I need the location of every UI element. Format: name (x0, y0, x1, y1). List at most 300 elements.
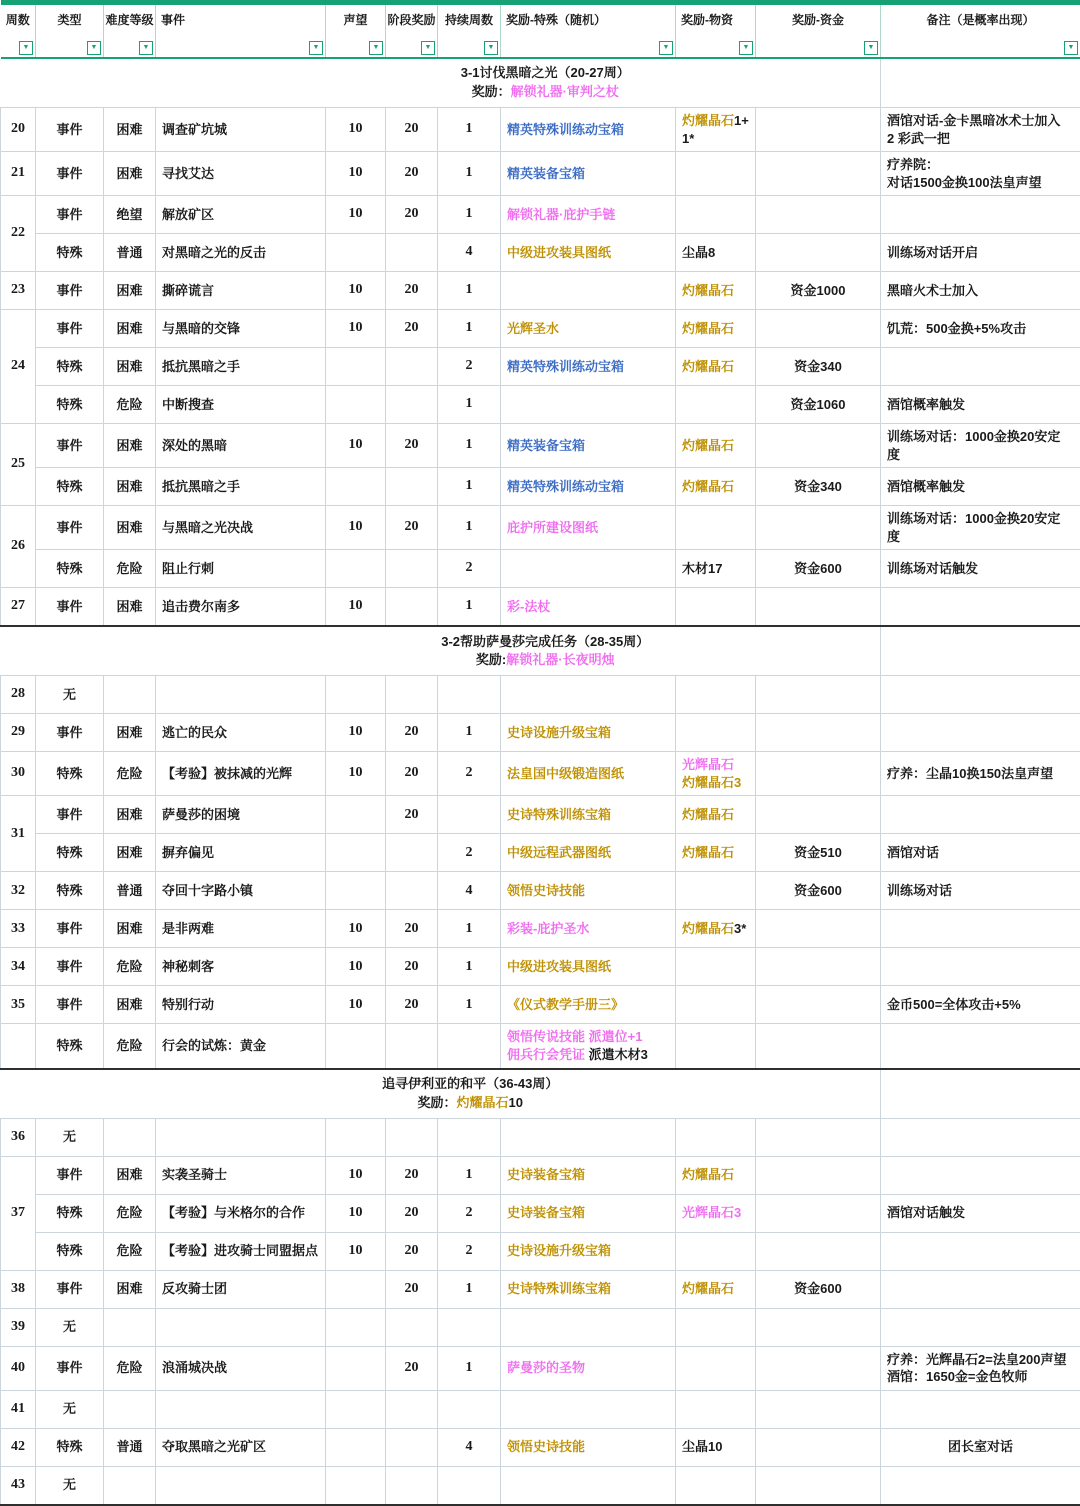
column-header-difficulty: 难度等级 ▼ (104, 3, 156, 59)
filter-dropdown-reward-special[interactable]: ▼ (659, 41, 673, 55)
cell-reward-funds (756, 1390, 881, 1428)
table-row (1, 752, 1080, 796)
cell-type: 事件 (36, 588, 104, 627)
table-row (1, 108, 1080, 152)
cell-event: 反攻骑士团 (156, 1270, 326, 1308)
cell-duration: 1 (438, 1346, 501, 1390)
cell-type: 事件 (36, 986, 104, 1024)
cell-type: 事件 (36, 1156, 104, 1194)
cell-reputation: 10 (326, 310, 386, 348)
cell-type: 特殊 (36, 1428, 104, 1466)
cell-week: 38 (1, 1270, 36, 1308)
cell-reputation: 10 (326, 108, 386, 152)
cell-duration: 1 (438, 588, 501, 627)
cell-difficulty: 困难 (104, 1270, 156, 1308)
cell-reward-goods (676, 1346, 756, 1390)
cell-notes: 酒馆对话 (881, 834, 1080, 872)
cell-duration (438, 796, 501, 834)
cell-week: 20 (1, 108, 36, 152)
cell-week: 28 (1, 676, 36, 714)
cell-reward-special: 萨曼莎的圣物 (501, 1346, 676, 1390)
cell-type: 事件 (36, 424, 104, 468)
table-row (1, 1156, 1080, 1194)
cell-stage-reward (386, 588, 438, 627)
cell-reputation: 10 (326, 948, 386, 986)
cell-reward-goods (676, 1024, 756, 1069)
cell-week: 29 (1, 714, 36, 752)
cell-reward-funds (756, 108, 881, 152)
cell-duration (438, 1024, 501, 1069)
cell-notes: 酒馆对话触发 (881, 1194, 1080, 1232)
cell-notes (881, 948, 1080, 986)
cell-stage-reward: 20 (386, 986, 438, 1024)
cell-event: 中断搜查 (156, 386, 326, 424)
cell-notes (881, 1466, 1080, 1505)
cell-reward-special (501, 272, 676, 310)
filter-dropdown-type[interactable]: ▼ (87, 41, 101, 55)
cell-notes: 黑暗火术士加入 (881, 272, 1080, 310)
cell-week: 34 (1, 948, 36, 986)
cell-reward-special: 中级进攻装具图纸 (501, 234, 676, 272)
cell-reward-goods (676, 872, 756, 910)
cell-stage-reward: 20 (386, 1270, 438, 1308)
cell-reward-funds (756, 1466, 881, 1505)
cell-notes: 酒馆概率触发 (881, 468, 1080, 506)
cell-reward-goods: 灼耀晶石3* (676, 910, 756, 948)
cell-reputation: 10 (326, 1232, 386, 1270)
cell-reward-goods: 灼耀晶石 (676, 310, 756, 348)
cell-notes: 酒馆概率触发 (881, 386, 1080, 424)
cell-event: 抵抗黑暗之手 (156, 468, 326, 506)
cell-duration: 1 (438, 910, 501, 948)
cell-stage-reward: 20 (386, 272, 438, 310)
cell-reward-funds: 资金510 (756, 834, 881, 872)
cell-notes: 训练场对话：1000金换20安定 度 (881, 424, 1080, 468)
cell-reward-funds (756, 588, 881, 627)
cell-reputation (326, 1428, 386, 1466)
cell-duration: 2 (438, 550, 501, 588)
cell-reward-funds: 资金1060 (756, 386, 881, 424)
cell-reward-goods (676, 1390, 756, 1428)
table-row (1, 834, 1080, 872)
filter-dropdown-difficulty[interactable]: ▼ (139, 41, 153, 55)
cell-reward-funds: 资金600 (756, 872, 881, 910)
cell-reward-goods (676, 1118, 756, 1156)
cell-notes: 酒馆对话-金卡黑暗冰术士加入 2 彩武一把 (881, 108, 1080, 152)
cell-reward-goods (676, 588, 756, 627)
cell-difficulty (104, 1390, 156, 1428)
cell-type: 事件 (36, 1270, 104, 1308)
cell-duration: 1 (438, 1270, 501, 1308)
cell-type: 无 (36, 1308, 104, 1346)
cell-stage-reward (386, 1308, 438, 1346)
cell-type: 特殊 (36, 468, 104, 506)
cell-difficulty: 困难 (104, 152, 156, 196)
cell-notes: 饥荒：500金换+5%攻击 (881, 310, 1080, 348)
cell-notes (881, 910, 1080, 948)
cell-week: 31 (1, 796, 36, 872)
cell-reputation: 10 (326, 272, 386, 310)
cell-week: 22 (1, 196, 36, 272)
cell-reputation: 10 (326, 424, 386, 468)
cell-duration: 2 (438, 1194, 501, 1232)
table-row (1, 152, 1080, 196)
cell-reward-special: 史诗设施升级宝箱 (501, 714, 676, 752)
cell-reputation (326, 468, 386, 506)
cell-notes: 训练场对话 (881, 872, 1080, 910)
filter-dropdown-week[interactable]: ▼ (19, 41, 33, 55)
cell-stage-reward (386, 1118, 438, 1156)
cell-notes (881, 1232, 1080, 1270)
cell-notes: 疗养：光辉晶石2=法皇200声望 酒馆：1650金=金色牧师 (881, 1346, 1080, 1390)
cell-notes (881, 1390, 1080, 1428)
cell-difficulty: 危险 (104, 1024, 156, 1069)
table-row (1, 468, 1080, 506)
cell-reward-goods: 灼耀晶石 (676, 1156, 756, 1194)
column-header-week: 周数 ▼ (1, 3, 36, 59)
cell-event: 调查矿坑城 (156, 108, 326, 152)
cell-reputation (326, 348, 386, 386)
cell-duration: 2 (438, 348, 501, 386)
cell-difficulty: 困难 (104, 714, 156, 752)
table-row (1, 272, 1080, 310)
cell-week: 32 (1, 872, 36, 910)
cell-duration: 1 (438, 1156, 501, 1194)
filter-dropdown-reputation[interactable]: ▼ (369, 41, 383, 55)
section-notes-cell (881, 1069, 1080, 1119)
cell-type: 特殊 (36, 834, 104, 872)
cell-reputation (326, 676, 386, 714)
cell-week: 24 (1, 310, 36, 424)
cell-stage-reward: 20 (386, 1232, 438, 1270)
cell-type: 事件 (36, 506, 104, 550)
table-row (1, 1118, 1080, 1156)
cell-type: 特殊 (36, 1024, 104, 1069)
cell-reward-special (501, 386, 676, 424)
column-header-stage-reward: 阶段奖励 ▼ (386, 3, 438, 59)
cell-duration (438, 1118, 501, 1156)
cell-reputation (326, 796, 386, 834)
cell-reward-funds (756, 1428, 881, 1466)
cell-reward-special: 精英特殊训练动宝箱 (501, 348, 676, 386)
cell-difficulty: 困难 (104, 108, 156, 152)
cell-reward-goods (676, 152, 756, 196)
cell-difficulty: 困难 (104, 506, 156, 550)
cell-reward-goods: 灼耀晶石 (676, 424, 756, 468)
table-row (1, 234, 1080, 272)
cell-reward-goods (676, 506, 756, 550)
cell-event: 夺取黑暗之光矿区 (156, 1428, 326, 1466)
section-title: 3-1讨伐黑暗之光（20-27周） 奖励：解锁礼器·审判之杖 (110, 64, 982, 102)
cell-difficulty: 困难 (104, 468, 156, 506)
table-row (1, 1270, 1080, 1308)
cell-type: 事件 (36, 108, 104, 152)
cell-stage-reward (386, 676, 438, 714)
cell-reward-goods (676, 1232, 756, 1270)
table-row (1, 986, 1080, 1024)
cell-type: 特殊 (36, 234, 104, 272)
cell-type: 无 (36, 1118, 104, 1156)
column-header-reward-goods: 奖励-物资 ▼ (676, 3, 756, 59)
cell-type: 特殊 (36, 348, 104, 386)
cell-stage-reward (386, 1024, 438, 1069)
table-row (1, 1390, 1080, 1428)
cell-reward-goods: 光辉晶石 灼耀晶石3 (676, 752, 756, 796)
cell-type: 事件 (36, 714, 104, 752)
cell-duration: 1 (438, 310, 501, 348)
cell-notes (881, 1156, 1080, 1194)
cell-event: 【考验】被抹减的光辉 (156, 752, 326, 796)
cell-week (1, 1024, 36, 1069)
cell-reward-goods (676, 386, 756, 424)
cell-event: 【考验】进攻骑士同盟据点 (156, 1232, 326, 1270)
cell-reward-special (501, 1308, 676, 1346)
cell-stage-reward (386, 834, 438, 872)
cell-difficulty: 绝望 (104, 196, 156, 234)
cell-event: 行会的试炼：黄金 (156, 1024, 326, 1069)
cell-week: 23 (1, 272, 36, 310)
cell-event (156, 1466, 326, 1505)
cell-difficulty (104, 1466, 156, 1505)
cell-difficulty: 困难 (104, 348, 156, 386)
cell-difficulty: 危险 (104, 1232, 156, 1270)
cell-duration: 1 (438, 196, 501, 234)
filter-dropdown-reward-funds[interactable]: ▼ (864, 41, 878, 55)
cell-event: 寻找艾达 (156, 152, 326, 196)
cell-stage-reward: 20 (386, 108, 438, 152)
table-row (1, 910, 1080, 948)
table-row (1, 1428, 1080, 1466)
cell-notes (881, 1118, 1080, 1156)
cell-duration: 1 (438, 468, 501, 506)
cell-reward-goods (676, 676, 756, 714)
cell-reputation: 10 (326, 714, 386, 752)
cell-stage-reward (386, 1466, 438, 1505)
cell-type: 特殊 (36, 872, 104, 910)
cell-week: 35 (1, 986, 36, 1024)
cell-duration: 4 (438, 872, 501, 910)
cell-stage-reward: 20 (386, 196, 438, 234)
cell-difficulty: 困难 (104, 310, 156, 348)
cell-type: 事件 (36, 272, 104, 310)
cell-reward-funds (756, 796, 881, 834)
cell-reputation (326, 1466, 386, 1505)
filter-dropdown-stage-reward[interactable]: ▼ (421, 41, 435, 55)
cell-reward-funds: 资金600 (756, 1270, 881, 1308)
cell-reward-special: 精英装备宝箱 (501, 152, 676, 196)
table-row (1, 948, 1080, 986)
table-row (1, 196, 1080, 234)
cell-stage-reward: 20 (386, 948, 438, 986)
cell-reputation (326, 550, 386, 588)
cell-reputation (326, 872, 386, 910)
cell-reputation (326, 234, 386, 272)
cell-reward-special: 精英装备宝箱 (501, 424, 676, 468)
cell-stage-reward (386, 468, 438, 506)
cell-reward-funds (756, 1118, 881, 1156)
cell-reward-funds: 资金1000 (756, 272, 881, 310)
cell-reward-special (501, 1466, 676, 1505)
cell-duration (438, 1308, 501, 1346)
table-row (1, 550, 1080, 588)
cell-reputation (326, 1024, 386, 1069)
cell-duration: 1 (438, 424, 501, 468)
cell-duration: 4 (438, 1428, 501, 1466)
cell-stage-reward: 20 (386, 310, 438, 348)
cell-type: 特殊 (36, 1194, 104, 1232)
cell-type: 无 (36, 676, 104, 714)
cell-type: 事件 (36, 948, 104, 986)
cell-reputation: 10 (326, 986, 386, 1024)
cell-reward-special: 史诗特殊训练宝箱 (501, 796, 676, 834)
cell-week: 25 (1, 424, 36, 506)
cell-reward-goods: 灼耀晶石 (676, 348, 756, 386)
cell-duration (438, 676, 501, 714)
table-row (1, 348, 1080, 386)
cell-reputation: 10 (326, 752, 386, 796)
cell-notes: 训练场对话触发 (881, 550, 1080, 588)
filter-dropdown-reward-goods[interactable]: ▼ (739, 41, 753, 55)
cell-notes (881, 1308, 1080, 1346)
cell-difficulty: 普通 (104, 872, 156, 910)
cell-reward-funds (756, 948, 881, 986)
cell-type: 事件 (36, 196, 104, 234)
cell-reward-special: 中级进攻装具图纸 (501, 948, 676, 986)
cell-reward-funds (756, 676, 881, 714)
cell-event: 对黑暗之光的反击 (156, 234, 326, 272)
cell-duration (438, 1466, 501, 1505)
cell-event (156, 1118, 326, 1156)
column-header-reward-special: 奖励-特殊（随机） ▼ (501, 3, 676, 59)
cell-reputation (326, 1270, 386, 1308)
cell-type: 事件 (36, 910, 104, 948)
cell-event: 解放矿区 (156, 196, 326, 234)
filter-dropdown-notes[interactable]: ▼ (1064, 41, 1078, 55)
table-row (1, 424, 1080, 468)
filter-dropdown-event[interactable]: ▼ (309, 41, 323, 55)
cell-reward-goods: 尘晶10 (676, 1428, 756, 1466)
cell-week: 39 (1, 1308, 36, 1346)
cell-reward-funds: 资金600 (756, 550, 881, 588)
cell-reputation (326, 834, 386, 872)
cell-stage-reward: 20 (386, 1346, 438, 1390)
cell-reputation: 10 (326, 506, 386, 550)
table-row (1, 714, 1080, 752)
cell-type: 事件 (36, 1346, 104, 1390)
cell-duration: 1 (438, 272, 501, 310)
cell-duration (438, 1390, 501, 1428)
cell-reward-special: 《仪式教学手册三》 (501, 986, 676, 1024)
table-row (1, 796, 1080, 834)
cell-reputation: 10 (326, 1156, 386, 1194)
cell-notes (881, 1270, 1080, 1308)
cell-difficulty: 困难 (104, 424, 156, 468)
cell-reward-funds (756, 424, 881, 468)
cell-type: 无 (36, 1390, 104, 1428)
cell-duration: 1 (438, 506, 501, 550)
cell-reward-funds (756, 1232, 881, 1270)
cell-duration: 1 (438, 948, 501, 986)
cell-difficulty: 危险 (104, 948, 156, 986)
column-header-notes: 备注（是概率出现） ▼ (881, 3, 1080, 59)
cell-reward-goods (676, 196, 756, 234)
filter-dropdown-duration-weeks[interactable]: ▼ (484, 41, 498, 55)
cell-stage-reward (386, 234, 438, 272)
column-header-event: 事件 ▼ (156, 3, 326, 59)
cell-week: 43 (1, 1466, 36, 1505)
cell-reward-funds (756, 234, 881, 272)
cell-type: 特殊 (36, 550, 104, 588)
cell-stage-reward (386, 1428, 438, 1466)
cell-difficulty (104, 1308, 156, 1346)
cell-reputation (326, 1390, 386, 1428)
cell-event: 萨曼莎的困境 (156, 796, 326, 834)
cell-stage-reward (386, 1390, 438, 1428)
cell-notes: 疗养院： 对话1500金换100法皇声望 (881, 152, 1080, 196)
cell-reward-special: 史诗特殊训练宝箱 (501, 1270, 676, 1308)
cell-reputation: 10 (326, 196, 386, 234)
cell-difficulty: 困难 (104, 796, 156, 834)
cell-event (156, 1308, 326, 1346)
cell-reward-special (501, 676, 676, 714)
cell-reward-special: 法皇国中级锻造图纸 (501, 752, 676, 796)
cell-event: 摒弃偏见 (156, 834, 326, 872)
cell-event: 与黑暗的交锋 (156, 310, 326, 348)
cell-duration: 1 (438, 108, 501, 152)
cell-reward-goods: 灼耀晶石 (676, 272, 756, 310)
cell-reward-special: 领悟史诗技能 (501, 872, 676, 910)
cell-reward-special: 彩-法杖 (501, 588, 676, 627)
cell-stage-reward: 20 (386, 714, 438, 752)
table-row (1, 1466, 1080, 1505)
cell-event: 夺回十字路小镇 (156, 872, 326, 910)
cell-difficulty: 困难 (104, 1156, 156, 1194)
cell-type: 无 (36, 1466, 104, 1505)
cell-difficulty: 危险 (104, 1194, 156, 1232)
cell-notes (881, 796, 1080, 834)
cell-reward-special: 庇护所建设图纸 (501, 506, 676, 550)
cell-type: 事件 (36, 796, 104, 834)
cell-reward-funds (756, 310, 881, 348)
cell-difficulty: 困难 (104, 910, 156, 948)
cell-reputation (326, 386, 386, 424)
cell-reward-funds (756, 196, 881, 234)
column-header-type: 类型 ▼ (36, 3, 104, 59)
cell-reputation: 10 (326, 1194, 386, 1232)
cell-reward-funds (756, 752, 881, 796)
cell-reward-special (501, 1390, 676, 1428)
cell-reward-special (501, 1118, 676, 1156)
cell-difficulty (104, 1118, 156, 1156)
section-header-row (1, 58, 1080, 108)
cell-difficulty: 危险 (104, 1346, 156, 1390)
cell-reward-special: 史诗装备宝箱 (501, 1194, 676, 1232)
header-row (1, 3, 1080, 59)
cell-reputation: 10 (326, 910, 386, 948)
cell-reward-goods (676, 986, 756, 1024)
cell-stage-reward: 20 (386, 796, 438, 834)
table-row (1, 506, 1080, 550)
cell-reward-funds (756, 1194, 881, 1232)
cell-difficulty: 危险 (104, 386, 156, 424)
cell-reward-special (501, 550, 676, 588)
cell-week: 33 (1, 910, 36, 948)
cell-stage-reward: 20 (386, 152, 438, 196)
cell-reward-goods (676, 714, 756, 752)
cell-week: 40 (1, 1346, 36, 1390)
cell-notes (881, 196, 1080, 234)
cell-event: 与黑暗之光决战 (156, 506, 326, 550)
